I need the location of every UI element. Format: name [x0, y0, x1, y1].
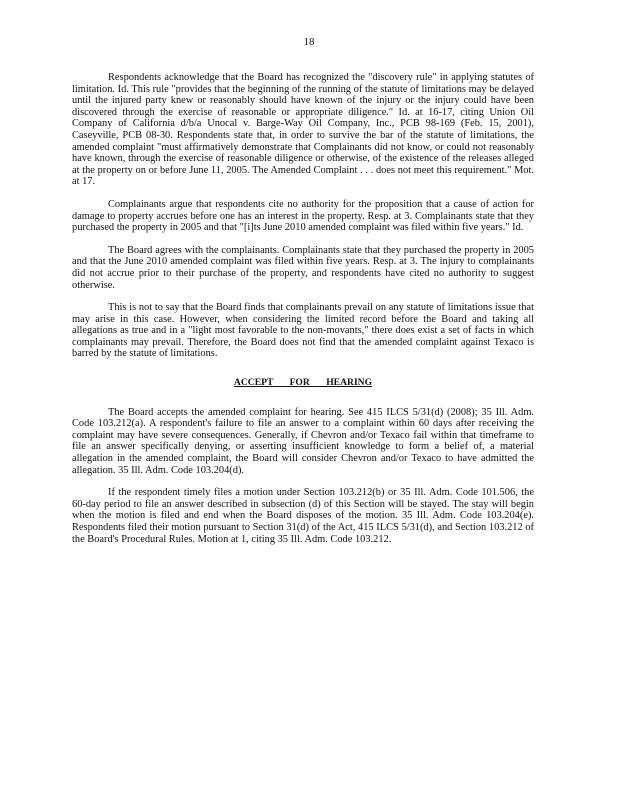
paragraph-motion-stay: If the respondent timely files a motion under Section 103.212(b) or 35 Ill. Adm. Code 101.506, the 60-day period to file an answer described in subsection (d) of this Section will be stayed. The stay will begin when the motion is filed and end when the Board disposes of the motion. 35 Ill. Adm. Code 103.204(e). Respondents filed their motion pursuant to Section 31(d) of the Act, 415 ILCS 5/31(d), and Section 103.212 of the Board's Procedural Rules. Motion at 1, citing 35 Ill. Adm. Code 103.212. [72, 487, 534, 545]
paragraph-board-accepts: The Board accepts the amended complaint for hearing. See 415 ILCS 5/31(d) (2008); 35 Ill. Adm. Code 103.212(a). A respondent's failure to file an answer to a complaint within 60 days after receiving the complaint may have severe consequences. Generally, if Chevron and/or Texaco fail within that timeframe to file an answer specifically denying, or asserting insufficient knowledge to form a belief of, a material allegation in the amended complaint, the Board will consider Chevron and/or Texaco to have admitted the allegation. 35 Ill. Adm. Code 103.204(d). [72, 406, 534, 476]
page-number: 18 [303, 36, 315, 48]
paragraph-complainants-argue: Complainants argue that respondents cite no authority for the proposition that a cause of action for damage to property accrues before one has an interest in the property. Resp. at 3. Complainants state that they purchased the property in 2005 and that "[i]ts June 2010 amended complaint was filed within five years." Id. [72, 198, 534, 234]
paragraph-board-agrees: The Board agrees with the complainants. Complainants state that they purchased the property in 2005 and that the June 2010 amended complaint was filed within five years. Resp. at 3. The injury to complainants did not accrue prior to their purchase of the property, and respondents have cited no authority to suggest otherwise. [72, 244, 534, 291]
section-heading-accept-for-hearing: ACCEPT FOR HEARING [233, 377, 373, 389]
paragraph-discovery-rule: Respondents acknowledge that the Board has recognized the "discovery rule" in applying statutes of limitation. Id. This rule "provides that the beginning of the running of the statute of limitations may be delayed until the injured party knew or reasonably should have known of the injury or the injury could have been discovered through the exercise of reasonable or appropriate diligence." Id. at 16-17, citing Union Oil Company of California d/b/a Unocal v. Barge-Way Oil Company, Inc., PCB 98-169 (Feb. 15, 2001), Caseyville, PCB 08-30. Respondents state that, in order to survive the bar of the statute of limitations, the amended complaint "must affirmatively demonstrate that Complainants did not know, or could not reasonably have known, through the exercise of reasonable diligence or otherwise, of the existence of the releases alleged at the property on or before June 11, 2005. The Amended Complaint . . . does not meet this requirement." Mot. at 17. [72, 72, 534, 188]
paragraph-not-to-say: This is not to say that the Board finds that complainants prevail on any statute of limitations issue that may arise in this case. However, when considering the limited record before the Board and taking all allegations as true and in a "light most favorable to the non-movants," there does exist a set of facts in which complainants may prevail. Therefore, the Board does not find that the amended complaint against Texaco is barred by the statute of limitations. [72, 302, 534, 360]
body-text [72, 72, 534, 556]
